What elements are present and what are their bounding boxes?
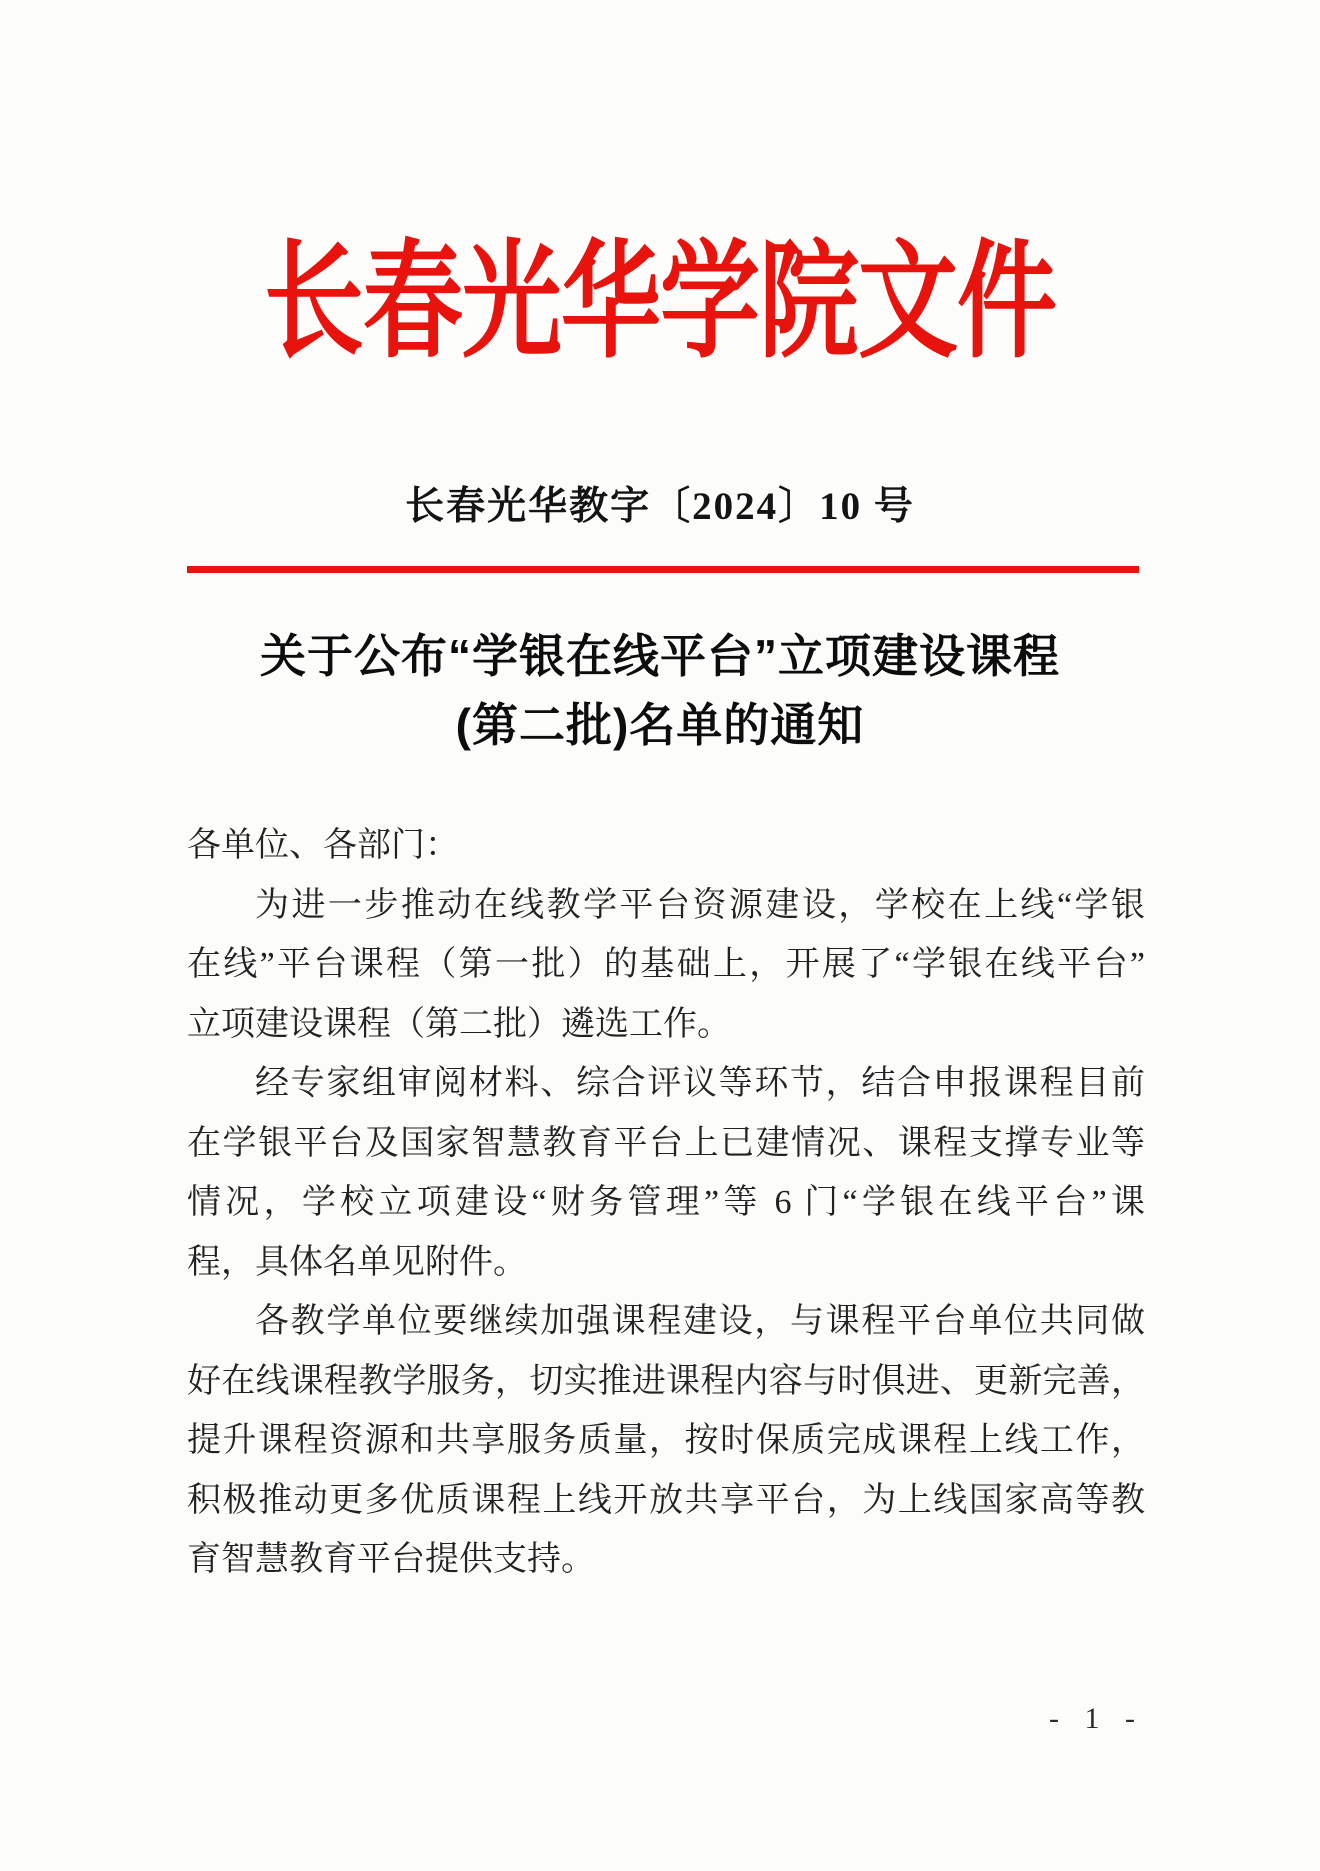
body-line: 提升课程资源和共享服务质量，按时保质完成课程上线工作， [187, 1422, 1145, 1459]
body-line: 程，具体名单见附件。 [187, 1243, 527, 1281]
doc-title-line2: (第二批)名单的通知 [455, 699, 865, 751]
red-rule-divider [187, 566, 1139, 573]
body-line: 情况，学校立项建设“财务管理”等 6 门“学银在线平台”课 [187, 1184, 1145, 1221]
body-line: 各单位、各部门： [187, 827, 459, 864]
document-body [187, 816, 1145, 1590]
body-line: 在学银平台及国家智慧教育平台上已建情况、课程支撑专业等 [187, 1124, 1145, 1162]
body-line: 立项建设课程（第二批）遴选工作。 [187, 1005, 731, 1043]
body-line: 好在线课程教学服务，切实推进课程内容与时俱进、更新完善， [187, 1362, 1145, 1400]
body-line: 在线”平台课程（第一批）的基础上，开展了“学银在线平台” [187, 946, 1145, 983]
body-line: 各教学单位要继续加强课程建设，与课程平台单位共同做 [255, 1303, 1145, 1340]
doc-title [0, 622, 1320, 760]
body-line: 育智慧教育平台提供支持。 [187, 1541, 595, 1578]
doc-title-line1: 关于公布“学银在线平台”立项建设课程 [260, 630, 1060, 682]
doc-number: 长春光华教字〔2024〕10 号 [405, 485, 915, 528]
page-number: - 1 - [1049, 1702, 1144, 1735]
body-line: 经专家组审阅材料、综合评议等环节，结合申报课程目前 [255, 1065, 1145, 1102]
body-line: 为进一步推动在线教学平台资源建设，学校在上线“学银 [255, 886, 1145, 924]
body-line: 积极推动更多优质课程上线开放共享平台，为上线国家高等教 [187, 1481, 1145, 1519]
org-title: 长春光华学院文件 [264, 232, 1056, 374]
